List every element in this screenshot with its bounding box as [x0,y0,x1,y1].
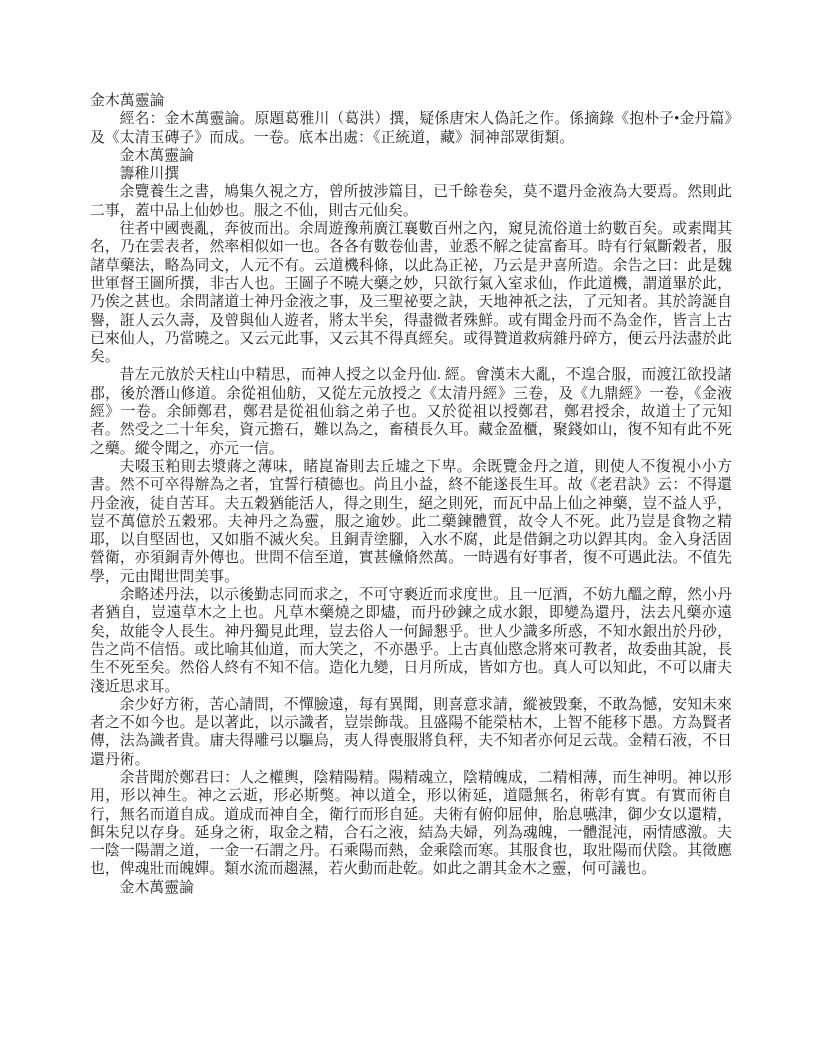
paragraph-5: 余略述丹法，以示後勤志同而求之，不可守褻近而求度世。且一厄酒，不妨九醞之醇，然小丹者猶自，豈遠草木之上也。凡草木藥燒之即燼，而丹砂鍊之成水銀，即變為還丹，法去凡藥亦遠矣，故能令人長生。神丹獨見此理，豈去俗人一何歸懇乎。世人少識多所惑，不知水銀出於丹砂，告之尚不信悟。或比喻其仙道，而大笑之，不亦愚乎。上古真仙愍念將來可教者，故委曲其說，長生不死至矣。然俗人終有不知不信。造化九變，日月所成，皆如方也。真人可以知此，不可以庸夫淺近思求耳。 [90,587,732,695]
paragraph-7: 余昔聞於鄭君曰：人之權輿，陰精陽精。陽精魂立，陰精魄成，二精相薄，而生神明。神以形用，形以神生。神之云逝，形必斯獘。神以道全，形以術延，道隱無名，術彰有實。有實而術自行，無名而道自成。道成而神自全，衛行而形自延。夫術有俯仰屈伸，胎息嚥津，御少女以還精，餌朱兒以存身。延身之術，取金之精，合石之液，結為夫婦，列為魂魄，一體混沌，兩情感激。夫一陰一陽謂之道，一金一石謂之丹。石乘陽而熱，金乘陰而寒。其服食也，取壯陽而伏陰。其徵應也，俾魂壯而魄嬋。類水流而趨濕，若火動而赴乾。如此之謂其金木之靈，何可議也。 [90,769,732,878]
author-byline: 籌稚川撰 [119,166,180,183]
paragraph-1: 余覽養生之書，鳩集久視之方，曾所披涉篇目，已千餘卷矣，莫不還丹金液為大要焉。然則此二事，蓋中品上仙妙也。服之不仙，則古元仙矣。 [90,184,732,219]
paragraph-6: 余少好方術，苦心請問，不憚臉遠，每有異聞，則喜意求請，縱被毀棄，不敢為憾，安知未來者之不如今也。是以著此，以示識者，豈崇飾哉。且盛陽不能榮枯木，上智不能移下愚。方為賢者傳，法為識者貴。庸夫得雕弓以驅烏，夷人得喪服將負秤，夫不知者亦何足云哉。金精石液，不日還丹術。 [90,696,732,768]
colophon-note: 經名：金木萬靈論。原題葛雅川（葛洪）撰，疑係唐宋人偽託之作。係摘錄《抱朴子•金丹篇》及《太清玉磚子》而成。一卷。底本出處：《正統道，藏》洞神部眾街類。 [90,111,732,146]
document-page [90,92,732,897]
paragraph-2: 往者中國喪亂，奔彼而出。余周遊豫荊廣江襄數百州之內，窺見流俗道士約數百矣。或素聞其名，乃在雲表者，然率相似如一也。各各有數卷仙書，並悉不解之徒富畜耳。時有行氣斷穀者，服諸草藥法，略為同文，人元不有。云道機科條，以此為正祕，乃云是尹喜所造。余告之曰：此是魏世軍督王圖所撰，非古人也。王圖子不曉大藥之妙，只欲行氣入室求仙，作此道機，謂道畢於此，乃俟之甚也。余問諸道士神丹金液之事，及三聖祕要之訣，天地神祇之法，了元知者。其於誇誕自譽，誑人云久壽，及曾與仙人遊者，將太半矣，得盡微者殊鮮。或有聞金丹而不為金作，皆言上古已來仙人，乃當曉之。又云元此事，又云其不得真經矣。或得贊道救病雜丹碎方，便云丹法盡於此矣。 [90,221,732,366]
section-heading: 金木萬靈論 [119,147,195,164]
paragraph-4: 夫啜玉粕則去漿蔣之薄味，睹崑崙則去丘墟之下卑。余既覽金丹之道，則使人不復視小小方書。然不可卒得辦為之者，宜誓行積德也。尚且小益，終不能遂長生耳。故《老君訣》云：不得還丹金液，徒自苦耳。夫五穀猶能活人，得之則生，絕之則死，而瓦中品上仙之神藥，豈不益人乎，豈不萬億於五穀邪。夫神丹之為靈，服之逾妙。此二藥鍊體質，故令人不死。此乃豈是食物之精耶，以自堅固也，又如脂不滅火矣。且銅青塗腳，入水不腐，此是借銅之功以銲其肉。金入身活固營衛，亦須銅青外傳也。世問不信至道，實甚儵脩然萬。一時遇有好事者，復不可遇此法。不值先學，元由聞世問美事。 [90,458,732,585]
paragraph-3: 昔左元放於天柱山中精思，而神人授之以金丹仙. 經。會漢末大亂，不遑合服，而渡江欲投諸郡，後於潛山修道。余從祖仙舫，又從左元放授之《太清丹經》三卷，及《九鼎經》一卷，《金液經》一卷。余師鄭君，鄭君是從祖仙翁之弟子也。又於從祖以授鄭君，鄭君授余，故道士了元知者。然受之二十年矣，資元擔石，難以為之，畜積長久耳。藏金盈櫃，聚錢如山，復不知有此不死之藥。縱令聞之，亦元一信。 [90,367,732,457]
closing-title: 金木萬靈論 [119,879,195,896]
document-title: 金木萬靈論 [90,93,165,109]
